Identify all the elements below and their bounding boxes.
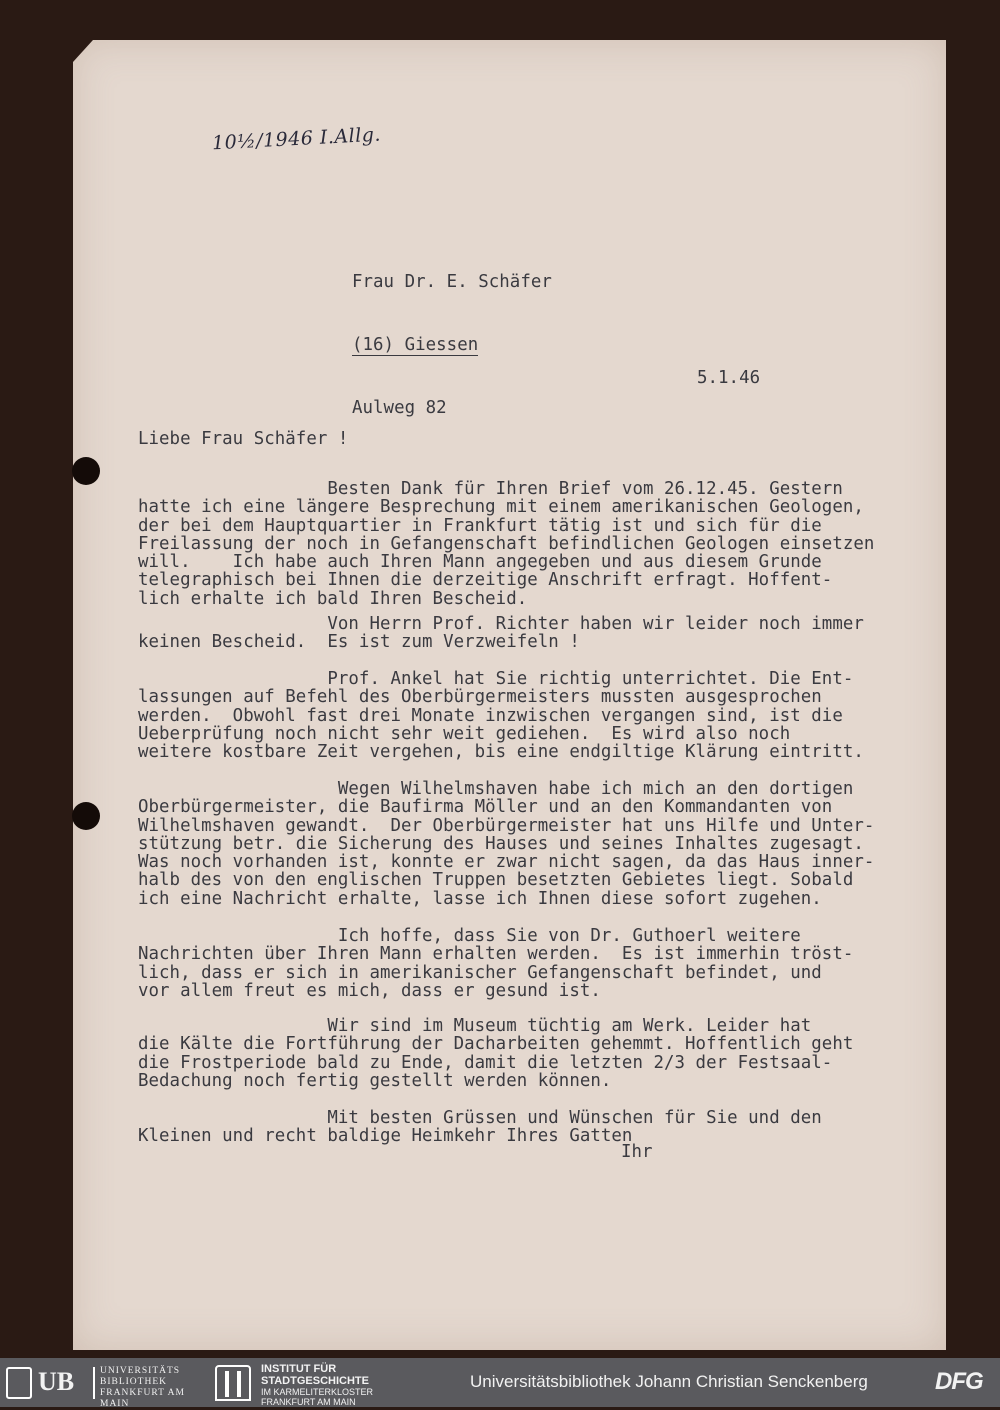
paragraph-2: Von Herrn Prof. Richter haben wir leider noch immer keinen Bescheid. Es ist zum Verzweifeln ! (138, 614, 864, 653)
isg-text (261, 1364, 373, 1407)
paragraph-7: Mit besten Grüssen und Wünschen für Sie und den Kleinen und recht baldige Heimkehr Ihres Gatten (138, 1108, 822, 1147)
salutation: Liebe Frau Schäfer ! (138, 429, 349, 449)
ub-line-3: FRANKFURT AM MAIN (100, 1388, 185, 1409)
isg-line-3: IM KARMELITERKLOSTER (261, 1387, 374, 1397)
letter-date: 5.1.46 (697, 368, 761, 388)
dfg-logo[interactable]: DFG (935, 1368, 983, 1395)
closing: Ihr (621, 1142, 653, 1162)
isg-line-4: FRANKFURT AM MAIN (261, 1397, 356, 1407)
address-line-3: Aulweg 82 (352, 398, 447, 418)
footer-bar (0, 1358, 1000, 1407)
ub-separator (93, 1367, 95, 1399)
address-line-1: Frau Dr. E. Schäfer (352, 272, 552, 292)
isg-line-1: INSTITUT FÜR (261, 1363, 337, 1375)
recipient-address (352, 230, 552, 440)
paragraph-4: Wegen Wilhelmshaven habe ich mich an den dortigen Oberbürgermeister, die Baufirma Möller und an den Kommandanten von Wilhelmshaven gewandt. Der Oberbürgermeister hat uns Hilfe und Unter- stützung betr. die Sicherung des Hauses und seines Inhaltes zugesagt. Was noch vorhanden ist, konnte er zwar nicht sagen, da das Haus inner- halb des von den englischen Truppen besetzten Gebietes liegt. Sobald ich eine Nachricht erhalte, lasse ich Ihnen diese sofort zugehen. (138, 779, 875, 909)
ub-line-2: BIBLIOTHEK (100, 1377, 167, 1387)
ub-logo[interactable] (6, 1363, 206, 1409)
paragraph-5: Ich hoffe, dass Sie von Dr. Guthoerl weitere Nachrichten über Ihren Mann erhalten werden. Es ist immerhin tröst- lich, dass er sich in amerikanischer Gefangenschaft befindet, und vor allem freut es mich, dass er gesund ist. (138, 926, 854, 1001)
punch-hole-top (72, 457, 100, 485)
address-line-2 (352, 335, 552, 356)
isg-arch-icon (215, 1365, 251, 1401)
paragraph-3: Prof. Ankel hat Sie richtig unterrichtet. Die Ent- lassungen auf Befehl des Oberbürgermeisters mussten ausgesprochen werden. Obwohl fast drei Monate inzwischen vergangen sind, ist die Ueberprüfung noch nicht sehr weit gediehen. Es wird also noch weitere kostbare Zeit vergehen, bis eine endgiltige Klärung eintritt. (138, 669, 864, 763)
isg-logo[interactable] (215, 1363, 445, 1407)
handwritten-archive-note: 10½/1946 I.Allg. (211, 123, 382, 155)
paragraph-6: Wir sind im Museum tüchtig am Werk. Leider hat die Kälte die Fortführung der Dacharbeiten gehemmt. Hoffentlich geht die Frostperiode bald zu Ende, damit die letzten 2/3 der Festsaal- Bedachung noch fertig gestellt werden können. (138, 1016, 854, 1091)
ub-text (100, 1366, 206, 1410)
ub-line-1: UNIVERSITÄTS (100, 1366, 181, 1376)
ub-letters: UB (38, 1367, 75, 1396)
punch-hole-bottom (72, 802, 100, 830)
address-city: (16) Giessen (352, 335, 479, 355)
library-name[interactable]: Universitätsbibliothek Johann Christian Senckenberg (470, 1372, 868, 1391)
isg-line-2: STADTGESCHICHTE (261, 1374, 369, 1387)
paragraph-1: Besten Dank für Ihren Brief vom 26.12.45. Gestern hatte ich eine längere Besprechung mit einem amerikanischen Geologen, der bei dem Hauptquartier in Frankfurt tätig ist und sich für die Freilassung der noch in Gefangenschaft befindlichen Geologen einsetzen will. Ich habe auch Ihren Mann angegeben und aus diesem Grunde telegraphisch bei Ihnen die derzeitige Anschrift erfragt. Hoffent- lich erhalte ich bald Ihren Bescheid. (138, 479, 875, 609)
ub-portrait-icon (6, 1367, 32, 1399)
